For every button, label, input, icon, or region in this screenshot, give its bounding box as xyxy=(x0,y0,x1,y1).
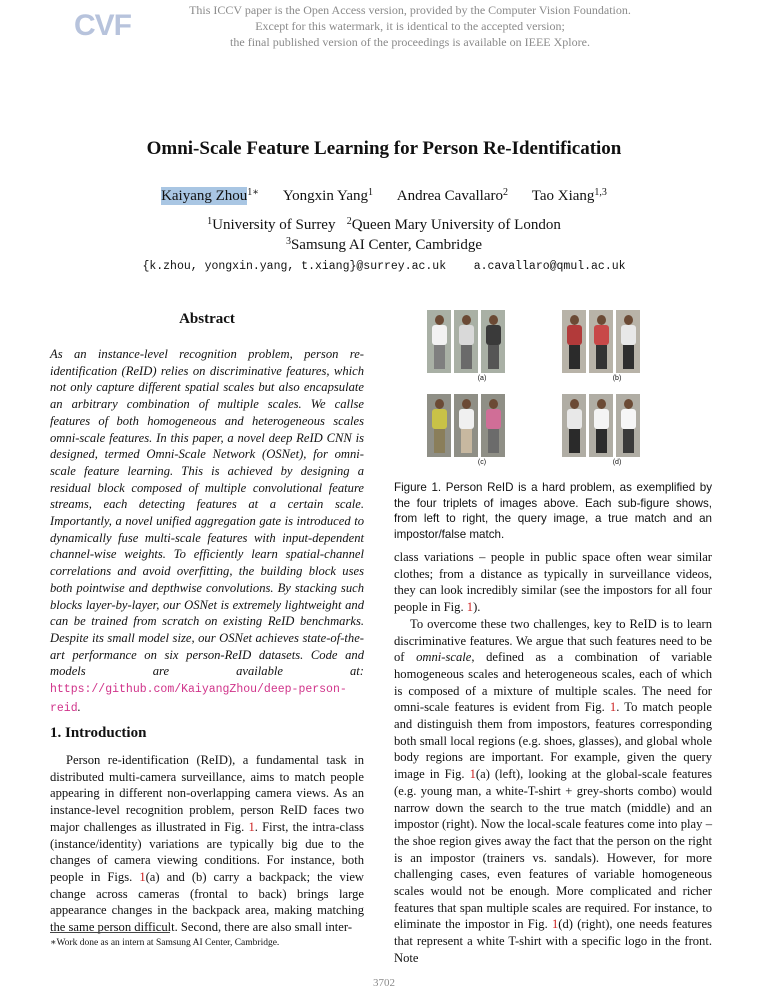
author-4-sup: 1,3 xyxy=(594,187,607,198)
right-text-1: class variations – people in public space often wear similar clothes; from a distance as typically in surveillance videos, they can look incredibly similar (see the impostors for all four people in Fig. xyxy=(394,550,712,615)
abstract-end: . xyxy=(77,699,81,714)
figure-panel-c xyxy=(427,394,537,466)
affil-3-sup: 3 xyxy=(285,236,291,247)
figure-panel-a xyxy=(427,310,537,382)
panel-label-a: (a) xyxy=(477,375,487,382)
person-image xyxy=(427,394,451,457)
abstract-text: As an instance-level recognition problem, person re-identification (ReID) relies on discriminative features, which not only capture different spatial scales but also encapsulate an arbitrary combination of multiple scales. We callse features of both homogeneous and heterogeneous scales omni-scale features. In this paper, a novel deep ReID CNN is designed, termed Omni-Scale Network (OSNet), for omni-scale feature learning. This is achieved by designing a residual block composed of multiple convolutional feature streams, each detecting features at a certain scale. Importantly, a novel unified aggregation gate is introduced to dynamically fuse multi-scale features with input-dependent channel-wise weights. To efficiently learn spatial-channel correlations and avoid overfitting, the building block uses both pointwise and depthwise convolutions. By stacking such blocks layer-by-layer, our OSNet is extremely lightweight and can be trained from scratch on existing ReID benchmarks. Despite its small model size, our OSNet achieves state-of-the-art performance on six person-ReID datasets. Code and models are available at: xyxy=(50,347,364,679)
abstract-heading: Abstract xyxy=(179,311,235,327)
person-image xyxy=(454,394,478,457)
fig-ref[interactable]: 1 xyxy=(139,869,146,884)
author-2-sup: 1 xyxy=(368,187,374,198)
intro-text-2: . First, the intra-class (instance/identity) variations are typically big due to the changes of camera viewing conditions. For instance, both people in Figs. xyxy=(50,819,364,884)
affiliation-line-1 xyxy=(0,217,768,234)
panel-label-c: (c) xyxy=(477,459,487,466)
author-2-name: Yongxin Yang xyxy=(282,188,369,204)
cvf-logo-text: CVF xyxy=(74,9,131,40)
omni-scale-emphasis: omni-scale xyxy=(416,650,472,665)
abstract-body xyxy=(50,346,364,717)
paper-title: Omni-Scale Feature Learning for Person Re-Identification xyxy=(146,138,622,159)
fig-ref[interactable]: 1 xyxy=(609,700,617,715)
code-link[interactable]: https://github.com/KaiyangZhou/deep-person-reid xyxy=(50,683,347,715)
author-4-name: Tao Xiang xyxy=(531,188,595,204)
person-image xyxy=(454,310,478,373)
affiliation-line-2 xyxy=(0,237,768,254)
person-image xyxy=(481,310,505,373)
affil-2-sup: 2 xyxy=(346,216,352,227)
author-1-name: Kaiyang Zhou xyxy=(161,188,248,204)
person-image xyxy=(481,394,505,457)
cvf-logo xyxy=(72,6,134,40)
figure-1-caption: Figure 1. Person ReID is a hard problem, as exemplified by the four triplets of images above. Each sub-figure shows, from left to right, the query image, a true match and an impostor/false match. xyxy=(394,481,712,542)
page-number: 3702 xyxy=(373,977,395,989)
right-column-body xyxy=(394,549,712,967)
author-3-name: Andrea Cavallaro xyxy=(396,188,503,204)
watermark-line-3: the final published version of the proceedings is available on IEEE Xplore. xyxy=(230,35,590,49)
author-list xyxy=(0,188,768,205)
author-4 xyxy=(532,188,607,204)
person-image xyxy=(562,394,586,457)
fig-ref[interactable]: 1 xyxy=(552,917,559,932)
author-3 xyxy=(397,188,508,204)
watermark xyxy=(150,2,670,50)
right-text-6: (a) (left), looking at the global-scale features (e.g. young man, a white-T-shirt + grey-shorts combo) would narrow down the search to the true match (middle) and an impostor (right). Now the local-scale features come into play – the shoe region gives away the fact that the person on the right is an impostor (trainers vs. sandals). However, for more challenging cases, even features of variable homogeneous scales would not be enough. More complicated and richer features that span multiple scales are required. For instance, to eliminate the impostor in Fig. xyxy=(394,767,713,932)
affil-1-sup: 1 xyxy=(207,216,213,227)
fig-ref[interactable]: 1 xyxy=(469,767,476,782)
figure-1 xyxy=(425,310,715,480)
author-2 xyxy=(283,188,373,204)
affil-2: Queen Mary University of London xyxy=(351,217,561,233)
watermark-line-1: This ICCV paper is the Open Access version, provided by the Computer Vision Foundation. xyxy=(189,3,631,17)
person-image xyxy=(589,310,613,373)
author-emails: {k.zhou, yongxin.yang, t.xiang}@surrey.ac.uk a.cavallaro@qmul.ac.uk xyxy=(142,260,626,273)
panel-images xyxy=(562,310,672,373)
right-text-2: ). xyxy=(473,600,481,615)
footnote-rule xyxy=(50,932,170,933)
intro-body xyxy=(50,752,364,936)
person-image xyxy=(616,310,640,373)
panel-label-d: (d) xyxy=(612,459,622,466)
person-image xyxy=(589,394,613,457)
intro-heading: 1. Introduction xyxy=(50,725,147,741)
affil-3: Samsung AI Center, Cambridge xyxy=(290,237,483,253)
figure-panel-b xyxy=(562,310,672,382)
panel-label-b: (b) xyxy=(612,375,622,382)
figure-panel-d xyxy=(562,394,672,466)
right-text-7: (d) (right), one needs features that represent a white T-shirt with a specific logo in the front. Note xyxy=(394,917,712,965)
author-3-sup: 2 xyxy=(502,187,508,198)
right-text-5: . To match people and distinguish them from impostors, features corresponding both small local regions (e.g. shoes, glasses), and global whole body regions are important. For example, given the query image in Fig. xyxy=(394,700,712,782)
affil-1: University of Surrey xyxy=(212,217,336,233)
panel-images xyxy=(427,394,537,457)
panel-images xyxy=(562,394,672,457)
panel-images xyxy=(427,310,537,373)
fig-ref[interactable]: 1 xyxy=(466,600,474,615)
fig-ref[interactable]: 1 xyxy=(248,819,255,834)
author-1 xyxy=(161,188,259,204)
person-image xyxy=(616,394,640,457)
intro-text-1: Person re-identification (ReID), a fundamental task in distributed multi-camera surveillance, aims to match people appearing in different non-overlapping camera views. As an instance-level recognition problem, person ReID faces two major challenges as illustrated in Fig. xyxy=(50,753,364,834)
right-text-4: , defined as a combination of variable homogeneous scales and heterogeneous scales, each of which is composed of a mixture of multiple scales. The need for omni-scale features is evident from Fig. xyxy=(394,650,712,715)
author-1-sup: 1∗ xyxy=(247,187,260,198)
right-text-3: To overcome these two challenges, key to ReID is to learn discriminative features. We argue that such features need to be of xyxy=(394,616,712,665)
footnote: ∗Work done as an intern at Samsung AI Center, Cambridge. xyxy=(50,938,280,948)
watermark-line-2: Except for this watermark, it is identical to the accepted version; xyxy=(255,19,565,33)
intro-text-3: (a) and (b) carry a backpack; the view change across cameras (frontal to back) brings large appearance changes in the backpack area, making matching the same person difficult. Second, there are also small inter- xyxy=(50,869,365,935)
person-image xyxy=(562,310,586,373)
person-image xyxy=(427,310,451,373)
